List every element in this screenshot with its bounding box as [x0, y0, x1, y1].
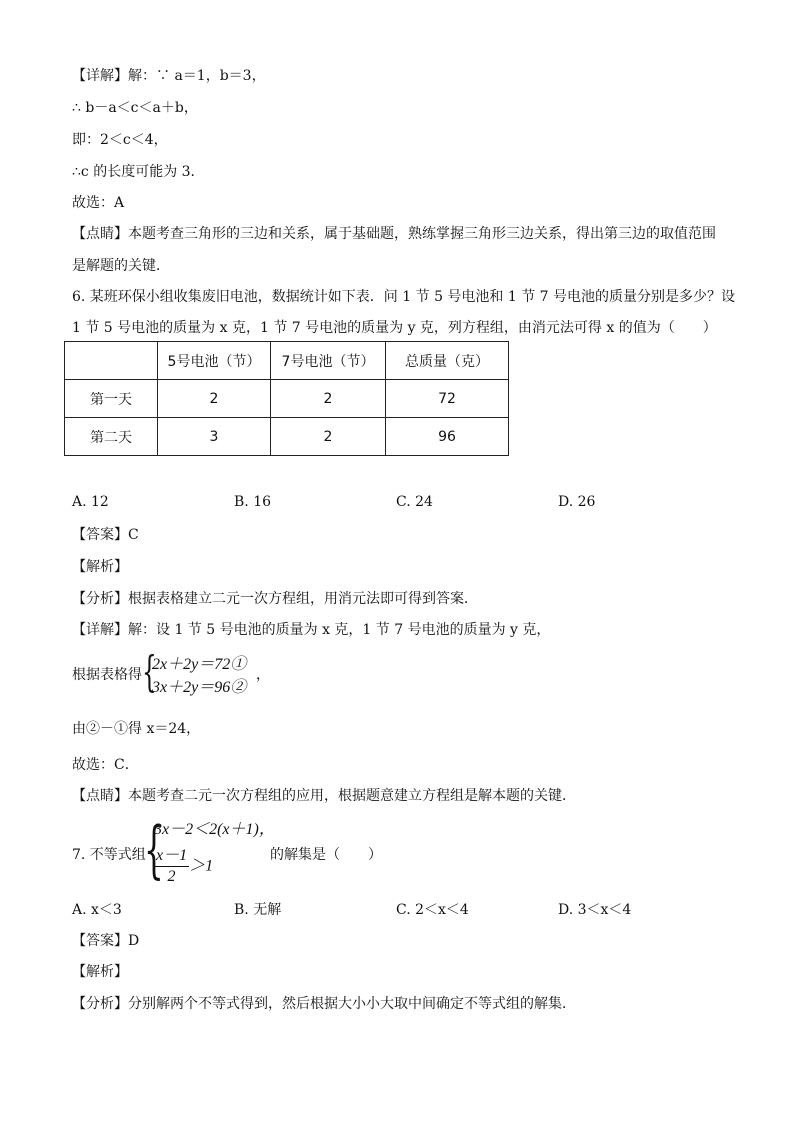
table-row	[65, 380, 509, 418]
battery-data-table	[64, 341, 509, 456]
left-brace-icon: {	[144, 813, 164, 886]
q7-ineq1-text: 3x－2＜2(x＋1)	[154, 821, 259, 838]
q6-stem-line2: 1 节 5 号电池的质量为 x 克，1 节 7 号电池的质量为 y 克，列方程组，由消元法可得 x 的值为（ ）	[72, 320, 717, 336]
q6-choice: 故选：C．	[72, 757, 139, 773]
q7-option-a: A. x＜3	[72, 902, 122, 918]
q7-stem-suffix: 的解集是（ ）	[270, 847, 382, 863]
table-header-cell: 5号电池（节）	[158, 342, 271, 380]
q7-answer: 【答案】D	[72, 933, 140, 949]
q6-option-a: A. 12	[72, 494, 109, 510]
q5-comment-tag: 【点睛】	[72, 226, 128, 242]
q6-fenxi: 【分析】根据表格建立二元一次方程组，用消元法即可得到答案．	[72, 591, 478, 607]
left-brace-icon: {	[142, 647, 157, 696]
fraction-denominator: 2	[167, 868, 176, 885]
table-cell: 96	[386, 418, 509, 456]
table-cell: 72	[386, 380, 509, 418]
table-cell: 2	[271, 418, 386, 456]
table-header-cell: 7号电池（节）	[271, 342, 386, 380]
table-header-cell: 总质量（克）	[386, 342, 509, 380]
q7-option-c: C. 2＜x＜4	[396, 902, 469, 918]
q5-comment-line2: 是解题的关键．	[72, 258, 170, 274]
q6-comment: 【点睛】本题考查二元一次方程组的应用，根据题意建立方程组是解本题的关键．	[72, 788, 576, 804]
q6-option-d: D. 26	[558, 494, 596, 510]
q6-option-b: B. 16	[234, 494, 272, 510]
q5-step1: ∴ b－a＜c＜a＋b，	[72, 100, 198, 116]
table-cell: 2	[158, 380, 271, 418]
q6-system-prefix: 根据表格得	[72, 667, 142, 683]
q5-step2-math: 2＜c＜4，	[100, 132, 168, 148]
q5-step2-label: 即：	[72, 132, 100, 148]
table-header-cell	[65, 342, 158, 380]
table-cell: 第一天	[65, 380, 158, 418]
q7-option-b: B. 无解	[234, 902, 282, 918]
q7-ineq1	[154, 820, 275, 840]
q6-system-suffix: ，	[256, 667, 270, 683]
q5-detail-text: 解：∵ a＝1，b＝3，	[128, 68, 266, 84]
table-row	[65, 418, 509, 456]
q6-stem-line1: 6. 某班环保小组收集废旧电池，数据统计如下表．问 1 节 5 号电池和 1 节 7 号电池的质量分别是多少？设	[72, 289, 736, 305]
q5-detail-line	[72, 66, 266, 86]
q6-analysis-tag: 【解析】	[72, 559, 128, 575]
q5-step2	[72, 130, 168, 150]
q6-derive: 由②－①得 x＝24，	[72, 721, 201, 737]
table-cell: 第二天	[65, 418, 158, 456]
q5-detail-tag: 【详解】	[72, 68, 128, 84]
q5-comment-line1	[72, 224, 716, 244]
q7-ineq2	[154, 846, 213, 887]
fraction-numerator: x－1	[154, 846, 189, 867]
q6-eq1: 2x＋2y＝72①	[152, 656, 247, 673]
q7-ineq2-relation: ＞1	[189, 857, 214, 875]
table-header-row	[65, 342, 509, 380]
q7-option-d: D. 3＜x＜4	[558, 902, 632, 918]
q6-answer: 【答案】C	[72, 527, 139, 543]
q6-detail: 【详解】解：设 1 节 5 号电池的质量为 x 克，1 节 7 号电池的质量为 y 克，	[72, 622, 551, 638]
q6-option-c: C. 24	[396, 494, 433, 510]
q7-fenxi: 【分析】分别解两个不等式得到，然后根据大小小大取中间确定不等式组的解集．	[72, 996, 576, 1012]
q5-choice: 故选：A	[72, 195, 125, 211]
table-cell: 2	[271, 380, 386, 418]
q5-step3: ∴c 的长度可能为 3．	[72, 164, 205, 180]
q5-comment-text: 本题考查三角形的三边和关系，属于基础题，熟练掌握三角形三边关系，得出第三边的取值范围	[128, 226, 716, 242]
table-cell: 3	[158, 418, 271, 456]
q7-stem-prefix: 7. 不等式组	[72, 847, 146, 863]
q7-analysis-tag: 【解析】	[72, 964, 128, 980]
q7-ineq1-suffix: ，	[258, 821, 275, 838]
q6-eq2: 3x＋2y＝96②	[152, 679, 247, 696]
fraction	[154, 846, 189, 887]
